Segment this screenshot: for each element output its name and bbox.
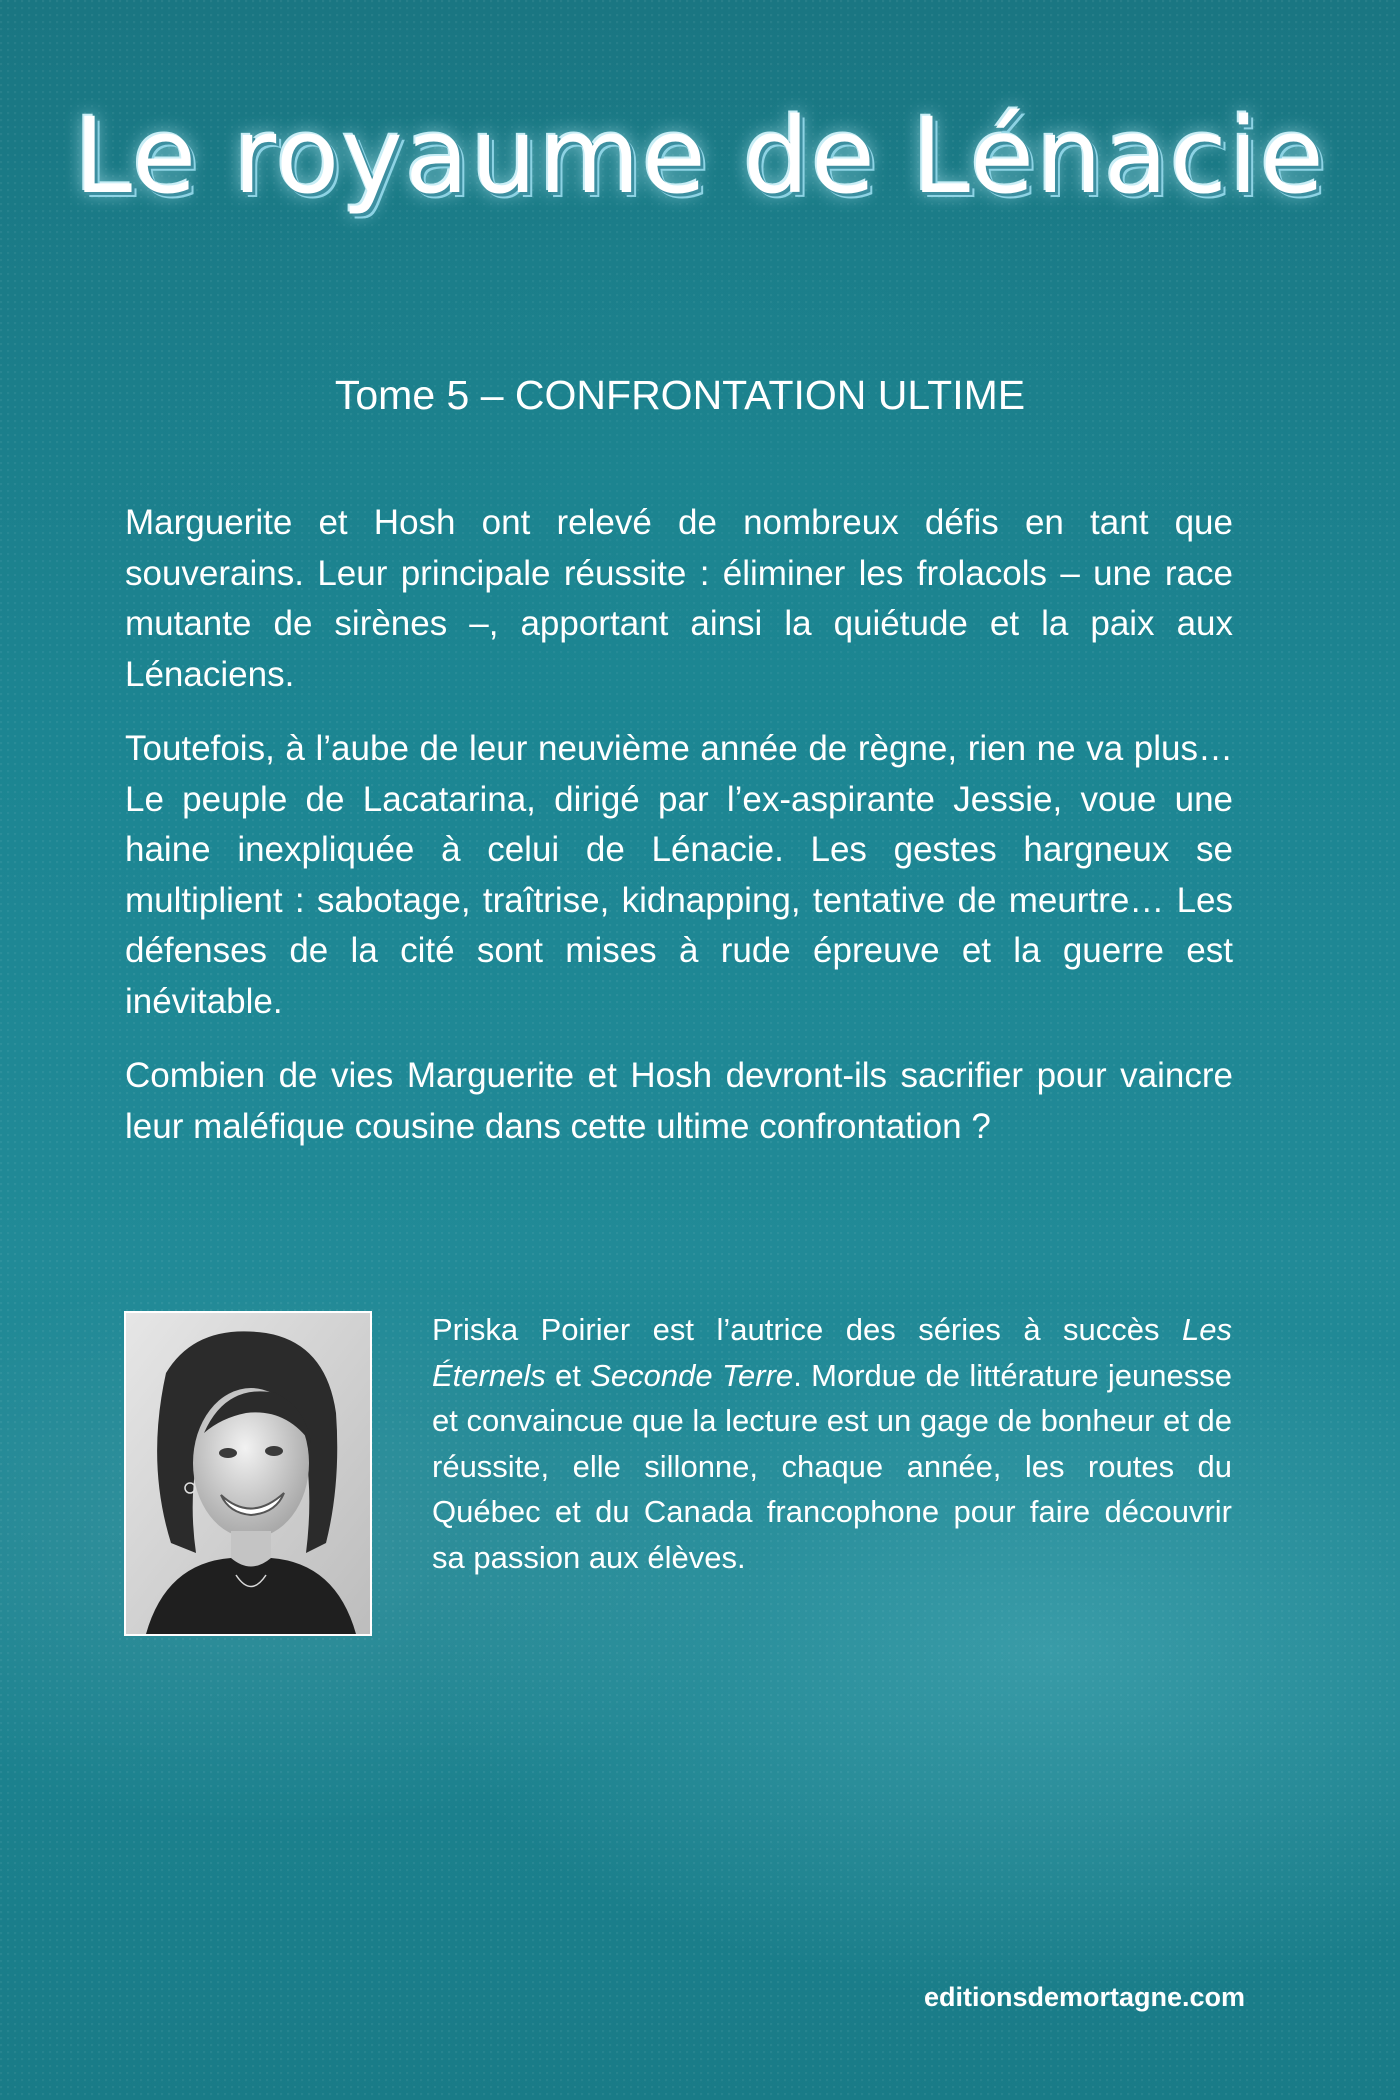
synopsis-paragraph-2: Toutefois, à l’aube de leur neuvième année de règne, rien ne va plus… Le peuple de Lacatarina, dirigé par l’ex-aspirante Jessie, voue une haine inexpliquée à celui de Lénacie. Les gestes hargneux se multiplient : sabotage, traîtrise, kidnapping, tentative de meurtre… Les défenses de la cité sont mises à rude épreuve et la guerre est inévitable. [125, 729, 1233, 1021]
synopsis-paragraph-3: Combien de vies Marguerite et Hosh devront-ils sacrifier pour vaincre leur maléfique cousine dans cette ultime confrontation ? [125, 1056, 1233, 1146]
author-series-2: Seconde Terre [590, 1357, 794, 1393]
author-bio-intro: Priska Poirier est l’autrice des séries à succès [432, 1312, 1183, 1347]
series-title: Le royaume de Lénacie [74, 95, 1326, 217]
author-photo [124, 1311, 372, 1636]
author-bio [432, 1307, 1232, 1580]
volume-title: Tome 5 – CONFRONTATION ULTIME [334, 372, 1026, 418]
author-series-1: Les Éternels [432, 1312, 1232, 1393]
publisher-website: editionsdemortagne.com [923, 1982, 1245, 2012]
author-portrait-image [126, 1313, 370, 1634]
synopsis [125, 498, 1233, 1176]
author-bio-rest: . Mordue de littérature jeunesse et convaincue que la lecture est un gage de bonheur et de réussite, elle sillonne, chaque année, les routes du Québec et du Canada francophone pour faire découvrir sa passion aux élèves. [432, 1357, 1233, 1575]
synopsis-paragraph-1: Marguerite et Hosh ont relevé de nombreux défis en tant que souverains. Leur principale réussite : éliminer les frolacols – une race mutante de sirènes –, apportant ainsi la quiétude et la paix aux Lénaciens. [125, 503, 1233, 694]
author-bio-and: et [545, 1357, 591, 1393]
